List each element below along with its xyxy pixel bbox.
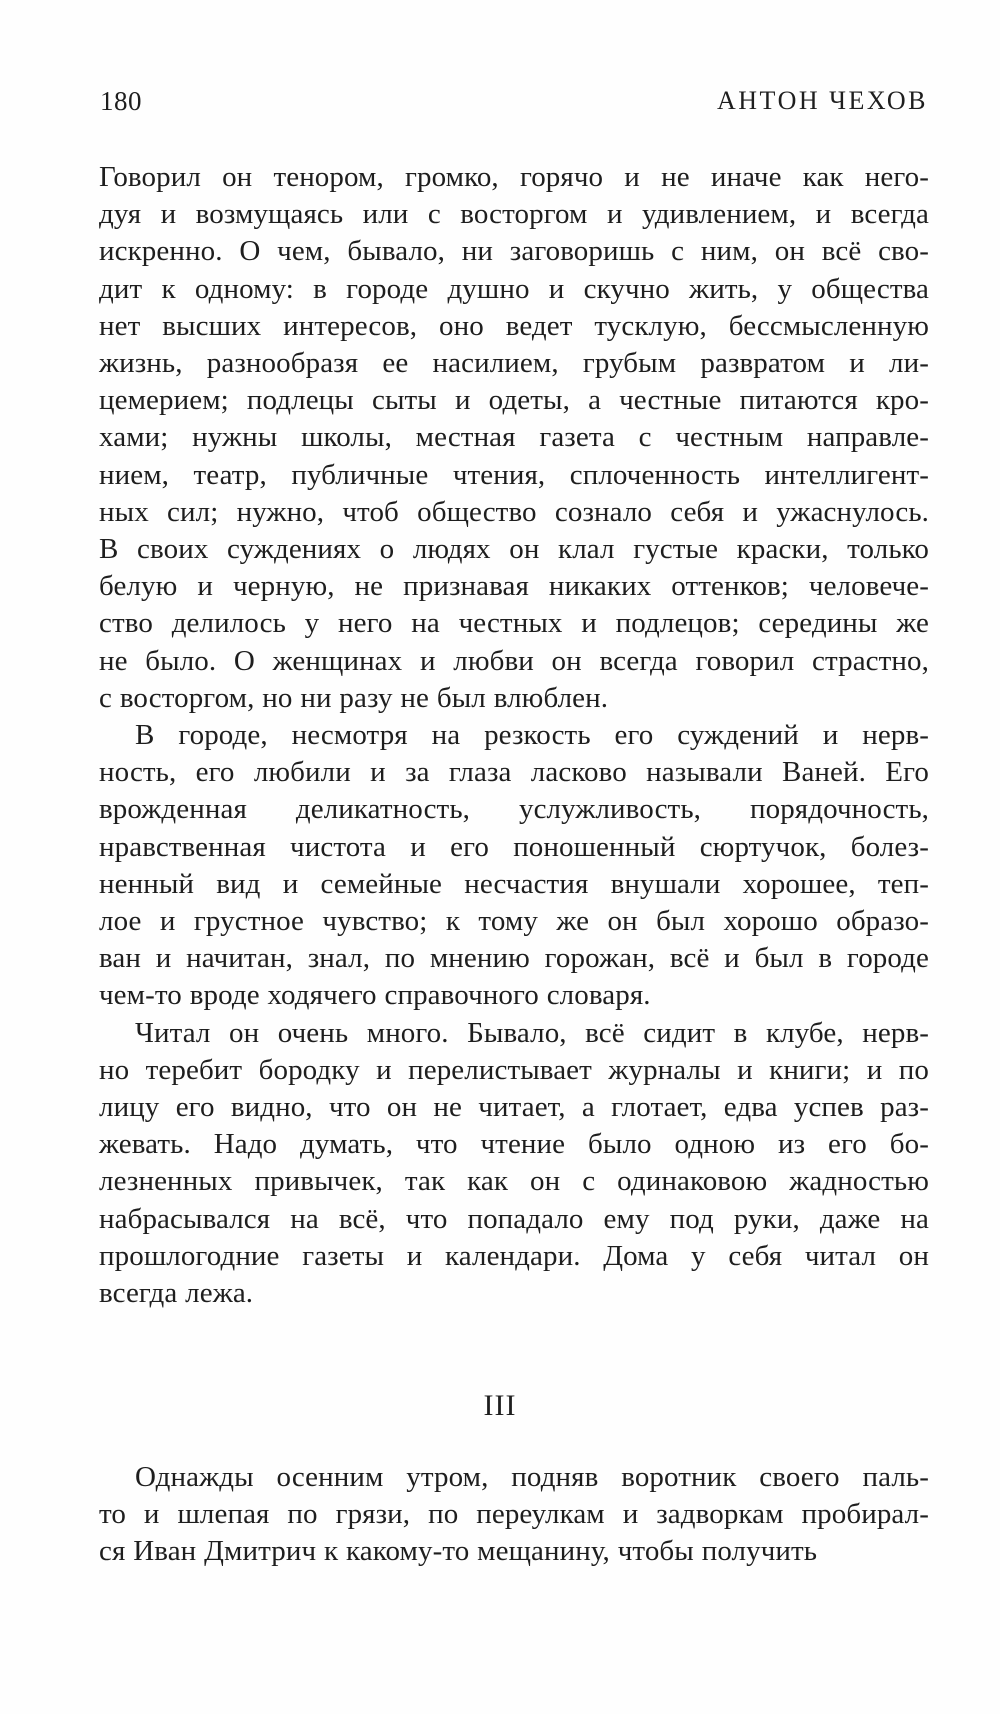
text-line: не было. О женщинах и любви он всегда говорил страстно,	[99, 644, 929, 677]
text-line: Читал он очень много. Бывало, всё сидит в клубе, нерв-	[135, 1016, 929, 1049]
chapter-heading: III	[483, 1389, 517, 1422]
text-line: нет высших интересов, оно ведет тусклую, бессмысленную	[99, 309, 929, 342]
text-line: цемерием; подлецы сыты и одеты, а честные питаются кро-	[99, 384, 929, 417]
paragraph	[99, 717, 929, 1015]
text-line: ненный вид и семейные несчастия внушали хорошее, теп-	[99, 867, 929, 900]
text-line: В своих суждениях о людях он клал густые краски, только	[99, 533, 929, 566]
text-line: всегда лежа.	[99, 1277, 254, 1310]
text-line: ных сил; нужно, чтоб общество сознало себя и ужаснулось.	[99, 495, 929, 528]
paragraph	[99, 159, 929, 717]
paragraph	[99, 1015, 929, 1313]
text-line: ство делилось у него на честных и подлецов; середины же	[99, 607, 929, 640]
text-line: В городе, несмотря на резкость его суждений и нерв-	[135, 719, 929, 752]
text-line: лицу его видно, что он не читает, а глотает, едва успев раз-	[99, 1091, 929, 1124]
text-line: белую и черную, не признавая никаких оттенков; человече-	[99, 570, 929, 603]
text-line: лое и грустное чувство; к тому же он был хорошо образо-	[99, 905, 929, 938]
text-line: прошлогодние газеты и календари. Дома у себя читал он	[99, 1239, 929, 1272]
body-text	[99, 159, 929, 1312]
text-line: жизнь, разнообразя ее насилием, грубым развратом и ли-	[99, 347, 929, 380]
text-line: ван и начитан, знал, по мнению горожан, всё и был в городе	[99, 942, 929, 975]
text-line: ность, его любили и за глаза ласково называли Ваней. Его	[99, 756, 929, 789]
page-number: 180	[100, 86, 142, 116]
running-head	[100, 84, 928, 124]
running-title: АНТОН ЧЕХОВ	[717, 86, 928, 115]
text-line: врожденная деликатность, услужливость, порядочность,	[99, 793, 929, 826]
text-line: набрасывался на всё, что попадало ему под руки, даже на	[99, 1202, 929, 1235]
text-line: но теребит бородку и перелистывает журналы и книги; и по	[99, 1053, 929, 1086]
text-line: дит к одному: в городе душно и скучно жить, у общества	[99, 272, 929, 305]
text-line: Однажды осенним утром, подняв воротник своего паль-	[135, 1461, 929, 1493]
text-line: с восторгом, но ни разу не был влюблен.	[99, 681, 609, 714]
text-line: искренно. О чем, бывало, ни заговоришь с ним, он всё сво-	[99, 235, 929, 268]
text-line: хами; нужны школы, местная газета с честным направле-	[99, 421, 929, 454]
section-body-text	[99, 1459, 929, 1571]
text-line: чем-то вроде ходячего справочного словаря.	[99, 979, 651, 1012]
text-line: нием, театр, публичные чтения, сплоченность интеллигент-	[99, 458, 929, 491]
text-line: Говорил он тенором, громко, горячо и не иначе как него-	[99, 161, 929, 193]
text-line: то и шлепая по грязи, по переулкам и задворкам пробирал-	[99, 1498, 929, 1531]
text-line: ся Иван Дмитрич к какому-то мещанину, чтобы получить	[99, 1535, 818, 1568]
text-line: дуя и возмущаясь или с восторгом и удивлением, и всегда	[99, 198, 929, 231]
paragraph	[99, 1459, 929, 1571]
text-line: лезненных привычек, так как он с одинаковою жадностью	[99, 1165, 929, 1198]
text-line: нравственная чистота и его поношенный сюртучок, болез-	[99, 830, 929, 863]
text-line: жевать. Надо думать, что чтение было одною из его бо-	[99, 1128, 929, 1161]
